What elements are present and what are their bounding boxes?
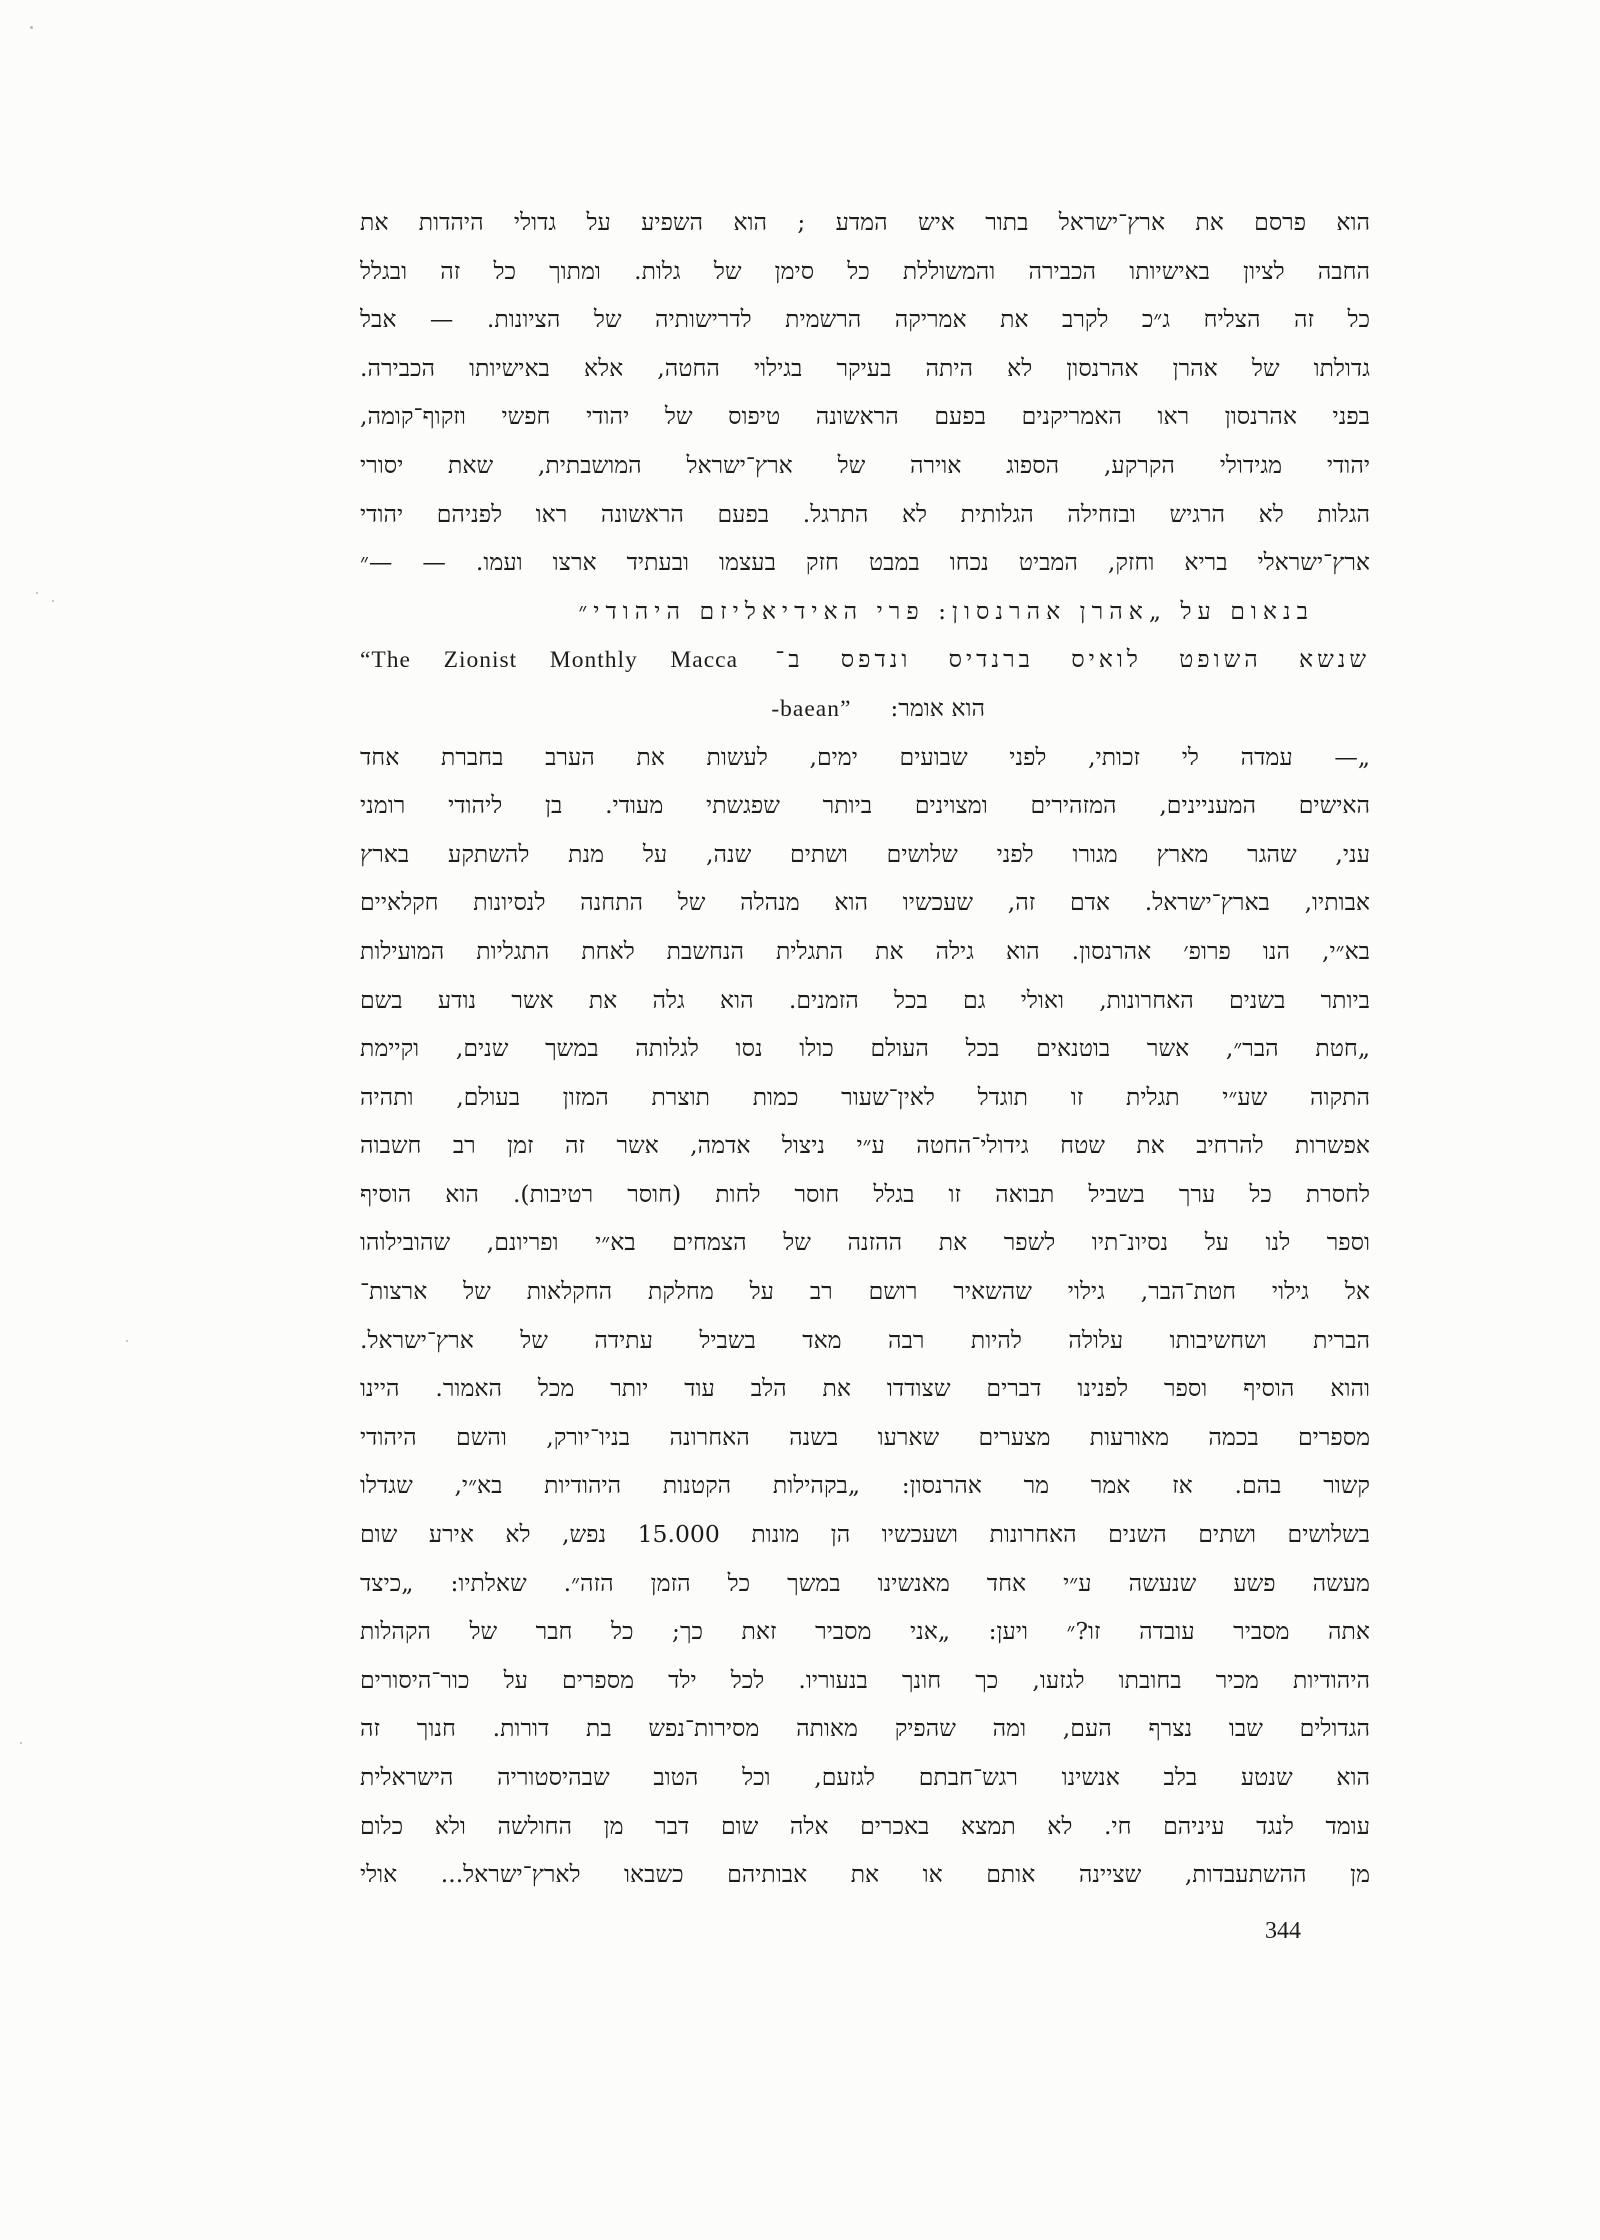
text-line: הוא פרסם את ארץ־ישראל בתור איש המדע ; הוא השפיע על גדולי היהדות את — [360, 208, 1370, 236]
scan-speck — [36, 592, 38, 594]
citation-hebrew-end: הוא אומר: — [890, 693, 985, 722]
citation-line-end — [360, 684, 1370, 733]
scan-speck — [52, 600, 54, 602]
text-line: בא״י, הנו פרופ׳ אהרנסון. הוא גילה את התגלית הנחשבת לאחת התגליות המועילות — [360, 936, 1370, 965]
text-line: מספרים בכמה מאורעות מצערים שארעו בשנה האחרונה בניו־יורק, והשם היהודי — [360, 1422, 1370, 1451]
text-line: ביותר בשנים האחרונות, ואולי גם בכל הזמנים. הוא גלה את אשר נודע בשם — [360, 985, 1370, 1014]
text-line: החבה לציון באישיותו הכבירה והמשוללת כל סימן של גלות. ומתוך כל זה ובגלל — [360, 256, 1370, 285]
citation-line — [360, 635, 1370, 684]
scan-speck — [20, 1742, 22, 1744]
text-line: הגדולים שבו נצרף העם, ומה שהפיק מאותה מסירות־נפש בת דורות. חנוך זה — [360, 1714, 1370, 1743]
text-line: לחסרת כל ערך בשביל תבואה זו בגלל חוסר לחות (חוסר רטיבות). הוא הוסיף — [360, 1179, 1370, 1208]
text-line: בפני אהרנסון ראו האמריקנים בפעם הראשונה טיפוס של יהודי חפשי וזקוף־קומה, — [360, 402, 1370, 431]
text-line: עני, שהגר מארץ מגורו לפני שלושים ושתים שנה, על מנת להשתקע בארץ — [360, 839, 1370, 868]
citation-latin: “The Zionist Monthly Macca — [360, 647, 739, 674]
text-line: הברית ושחשיבותו עלולה להיות רבה מאד בשביל עתידה של ארץ־ישראל. — [360, 1325, 1370, 1354]
text-line: יהודי מגידולי הקרקע, הספוג אוירה של ארץ־ישראל המושבתית, שאת יסורי — [360, 450, 1370, 479]
text-line: התקוה שע״י תגלית זו תוגדל לאין־שעור כמות תוצרת המזון בעולם, ותהיה — [360, 1082, 1370, 1111]
scan-speck — [30, 26, 33, 29]
text-line: כל זה הצליח ג״כ לקרב את אמריקה הרשמית לדרישותיה של הציונות. — אבל — [360, 305, 1370, 334]
text-line: קשור בהם. אז אמר מר אהרנסון: „בקהילות הקטנות היהודיות בא״י, שגדלו — [360, 1471, 1370, 1500]
text-line: מעשה פשע שנעשה ע״י אחד מאנשינו במשך כל הזמן הזה״. שאלתיו: „כיצד — [360, 1568, 1370, 1597]
text-line: „— עמדה לי זכותי, לפני שבועים ימים, לעשות את הערב בחברת אחד — [360, 742, 1370, 771]
page-number: 344 — [1265, 1918, 1301, 1944]
citation-latin-end: -baean” — [771, 695, 852, 722]
scan-speck — [126, 1340, 128, 1342]
text-line: גדולתו של אהרן אהרנסון לא היתה בעיקר בגילוי החטה, אלא באישיותו הכבירה. — [360, 353, 1370, 382]
text-line: אתה מסביר עובדה זו?״ ויען: „אני מסביר זאת כך; כל חבר של הקהלות — [360, 1617, 1370, 1646]
text-line: ארץ־ישראלי בריא וחזק, המביט נכחו במבט חזק בעצמו ובעתיד ארצו ועמו. — —״ — [360, 548, 1370, 577]
speech-title-line: בנאום על „אהרן אהרנסון: פרי האידיאליזם היהודי״ — [578, 596, 1314, 625]
text-line: והוא הוסיף וספר לפנינו דברים שצודדו את הלב עוד יותר מכל האמור. היינו — [360, 1374, 1370, 1403]
text-line: אבותיו, בארץ־ישראל. אדם זה, שעכשיו הוא מנהלה של התחנה לנסיונות חקלאיים — [360, 888, 1370, 917]
citation-hebrew: שנשא השופט לואיס ברנדיס ונדפס ב־ — [775, 645, 1370, 674]
text-line: מן ההשתעבדות, שציינה אותם או את אבותיהם כשבאו לארץ־ישראל... אולי — [360, 1860, 1370, 1889]
text-line: הגלות לא הרגיש ובזחילה הגלותית לא התרגל. בפעם הראשונה ראו לפניהם יהודי — [360, 499, 1370, 528]
text-line: היהודיות מכיר בחובתו לגזעו, כך חונך בנעוריו. לכל ילד מספרים על כור־היסורים — [360, 1665, 1370, 1694]
text-line: „חטת הבר״, אשר בוטנאים בכל העולם כולו נסו לגלותה במשך שנים, וקיימת — [360, 1034, 1370, 1063]
text-line: אפשרות להרחיב את שטח גידולי־החטה ע״י ניצול אדמה, אשר זה זמן רב חשבוה — [360, 1131, 1370, 1160]
body-text — [360, 198, 1370, 1899]
text-line: עומד לנגד עיניהם חי. לא תמצא באכרים אלה שום דבר מן החולשה ולא כלום — [360, 1811, 1370, 1840]
text-line: אל גילוי חטת־הבר, גילוי שהשאיר רושם רב על מחלקת החקלאות של ארצות־ — [360, 1277, 1370, 1306]
text-line: האישים המעניינים, המזהירים ומצוינים ביותר שפגשתי מעודי. בן ליהודי רומני — [360, 791, 1370, 820]
text-line: הוא שנטע בלב אנשינו רגש־חבתם לגזעם, וכל הטוב שבהיסטוריה הישראלית — [360, 1763, 1370, 1791]
text-line: בשלושים ושתים השנים האחרונות ושעכשיו הן מונות 15.000 נפש, לא אירע שום — [360, 1520, 1370, 1549]
text-line: וספר לנו על נסיונ־תיו לשפר את ההזנה של הצמחים בא״י ופריונם, שהובילוהו — [360, 1228, 1370, 1257]
